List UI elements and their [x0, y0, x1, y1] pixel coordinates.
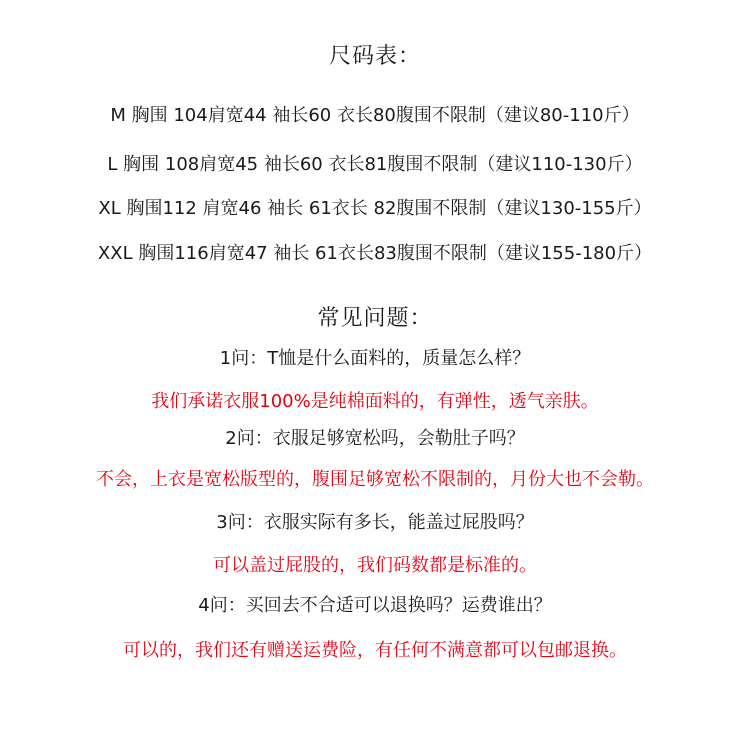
faq-title: 常见问题： [317, 306, 433, 331]
size-chart-title: 尺码表： [328, 44, 421, 69]
faq-answer-1: 我们承诺衣服100%是纯棉面料的，有弹性，透气亲肤。 [151, 391, 599, 412]
size-row-m: M 胸围 104肩宽44 袖长60 衣长80腹围不限制（建议80-110斤） [110, 105, 640, 126]
faq-answer-2: 不会，上衣是宽松版型的，腹围足够宽松不限制的，月份大也不会勒。 [96, 469, 654, 490]
faq-question-1: 1问：T恤是什么面料的，质量怎么样？ [219, 348, 531, 369]
faq-question-4: 4问：买回去不合适可以退换吗？运费谁出？ [198, 595, 552, 616]
size-row-l: L 胸围 108肩宽45 袖长60 衣长81腹围不限制（建议110-130斤） [107, 154, 643, 175]
size-row-xxl: XXL 胸围116肩宽47 袖长 61衣长83腹围不限制（建议155-180斤） [97, 243, 653, 264]
faq-answer-4: 可以的，我们还有赠送运费险，有任何不满意都可以包邮退换。 [123, 640, 627, 661]
size-row-xl: XL 胸围112 肩宽46 袖长 61衣长 82腹围不限制（建议130-155斤） [98, 198, 652, 219]
faq-answer-3: 可以盖过屁股的，我们码数都是标准的。 [213, 555, 537, 576]
faq-question-2: 2问：衣服足够宽松吗，会勒肚子吗？ [225, 428, 525, 449]
faq-question-3: 3问：衣服实际有多长，能盖过屁股吗？ [216, 512, 534, 533]
